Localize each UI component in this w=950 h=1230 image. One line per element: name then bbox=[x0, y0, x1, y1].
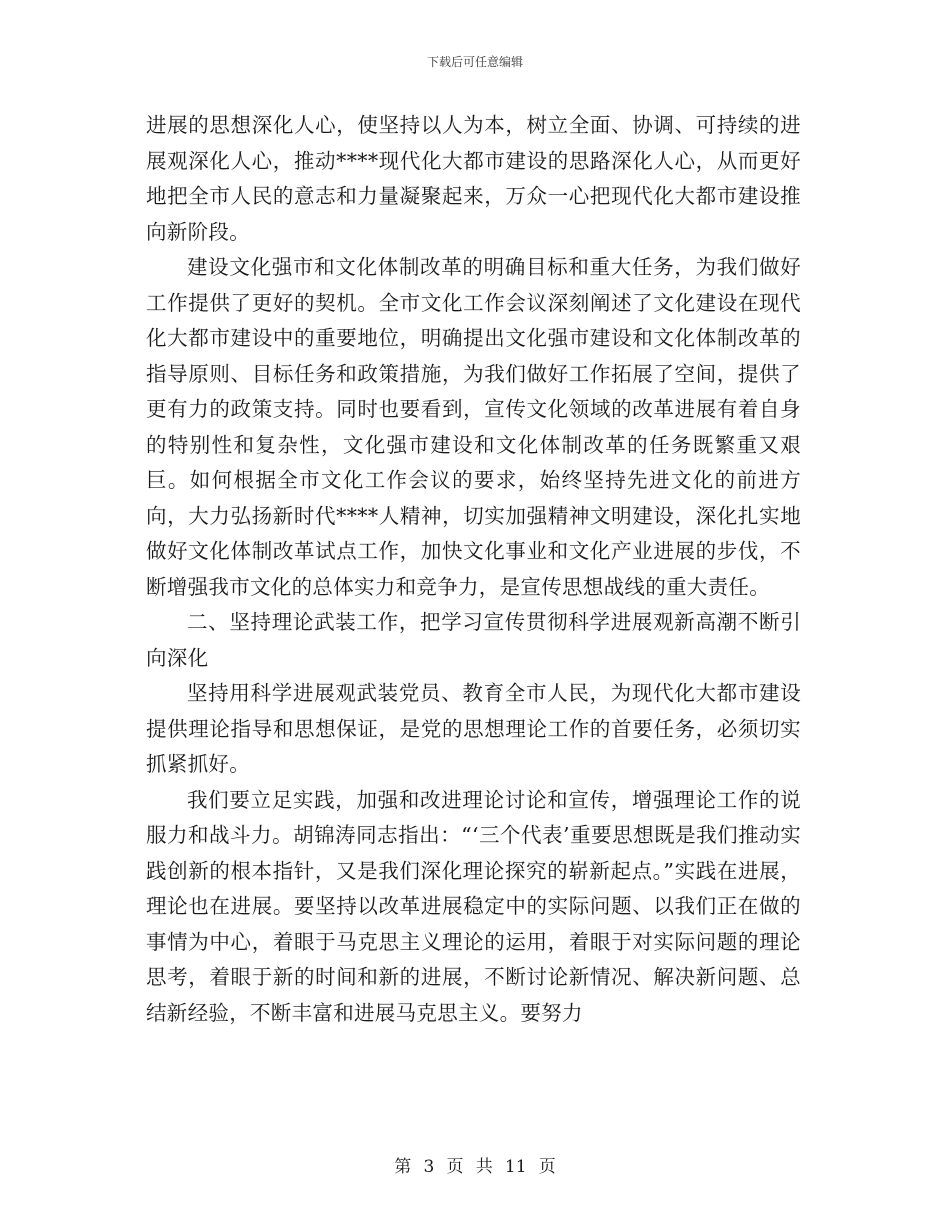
footer-total-pages: 11 bbox=[504, 1157, 527, 1177]
footer-page-number: 3 bbox=[423, 1157, 435, 1177]
page-footer bbox=[0, 1156, 950, 1178]
paragraph-2: 建设文化强市和文化体制改革的明确目标和重大任务，为我们做好工作提供了更好的契机。全市文化工作会议深刻阐述了文化建设在现代化大都市建设中的重要地位，明确提出文化强市建设和文化体制改革的指导原则、目标任务和政策措施，为我们做好工作拓展了空间，提供了更有力的政策支持。同时也要看到，宣传文化领域的改革进展有着自身的特别性和复杂性，文化强市建设和文化体制改革的任务既繁重又艰巨。如何根据全市文化工作会议的要求，始终坚持先进文化的前进方向，大力弘扬新时代****人精神，切实加强精神文明建设，深化扎实地做好文化体制改革试点工作，加快文化事业和文化产业进展的步伐，不断增强我市文化的总体实力和竞争力，是宣传思想战线的重大责任。 bbox=[146, 255, 801, 599]
footer-page-label: 页 bbox=[446, 1157, 464, 1177]
footer-prefix: 第 bbox=[394, 1157, 412, 1177]
section-heading: 二、坚持理论武装工作，把学习宣传贯彻科学进展观新高潮不断引向深化 bbox=[146, 610, 801, 670]
paragraph-1: 进展的思想深化人心，使坚持以人为本，树立全面、协调、可持续的进展观深化人心，推动****现代化大都市建设的思路深化人心，从而更好地把全市人民的意志和力量凝聚起来，万众一心把现代化大都市建设推向新阶段。 bbox=[146, 113, 801, 244]
footer-suffix: 页 bbox=[538, 1157, 556, 1177]
document-body bbox=[146, 108, 801, 1031]
footer-total-label: 共 bbox=[475, 1157, 493, 1177]
paragraph-4: 我们要立足实践，加强和改进理论讨论和宣传，增强理论工作的说服力和战斗力。胡锦涛同志指出：“‘三个代表’重要思想既是我们推动实践创新的根本指针，又是我们深化理论探究的崭新起点。”实践在进展，理论也在进展。要坚持以改革进展稳定中的实际问题、以我们正在做的事情为中心，着眼于马克思主义理论的运用，着眼于对实际问题的理论思考，着眼于新的时间和新的进展，不断讨论新情况、解决新问题、总结新经验，不断丰富和进展马克思主义。要努力 bbox=[146, 787, 801, 1025]
paragraph-3: 坚持用科学进展观武装党员、教育全市人民，为现代化大都市建设提供理论指导和思想保证，是党的思想理论工作的首要任务，必须切实抓紧抓好。 bbox=[146, 681, 801, 776]
page-header: 下载后可任意编辑 bbox=[426, 55, 523, 69]
